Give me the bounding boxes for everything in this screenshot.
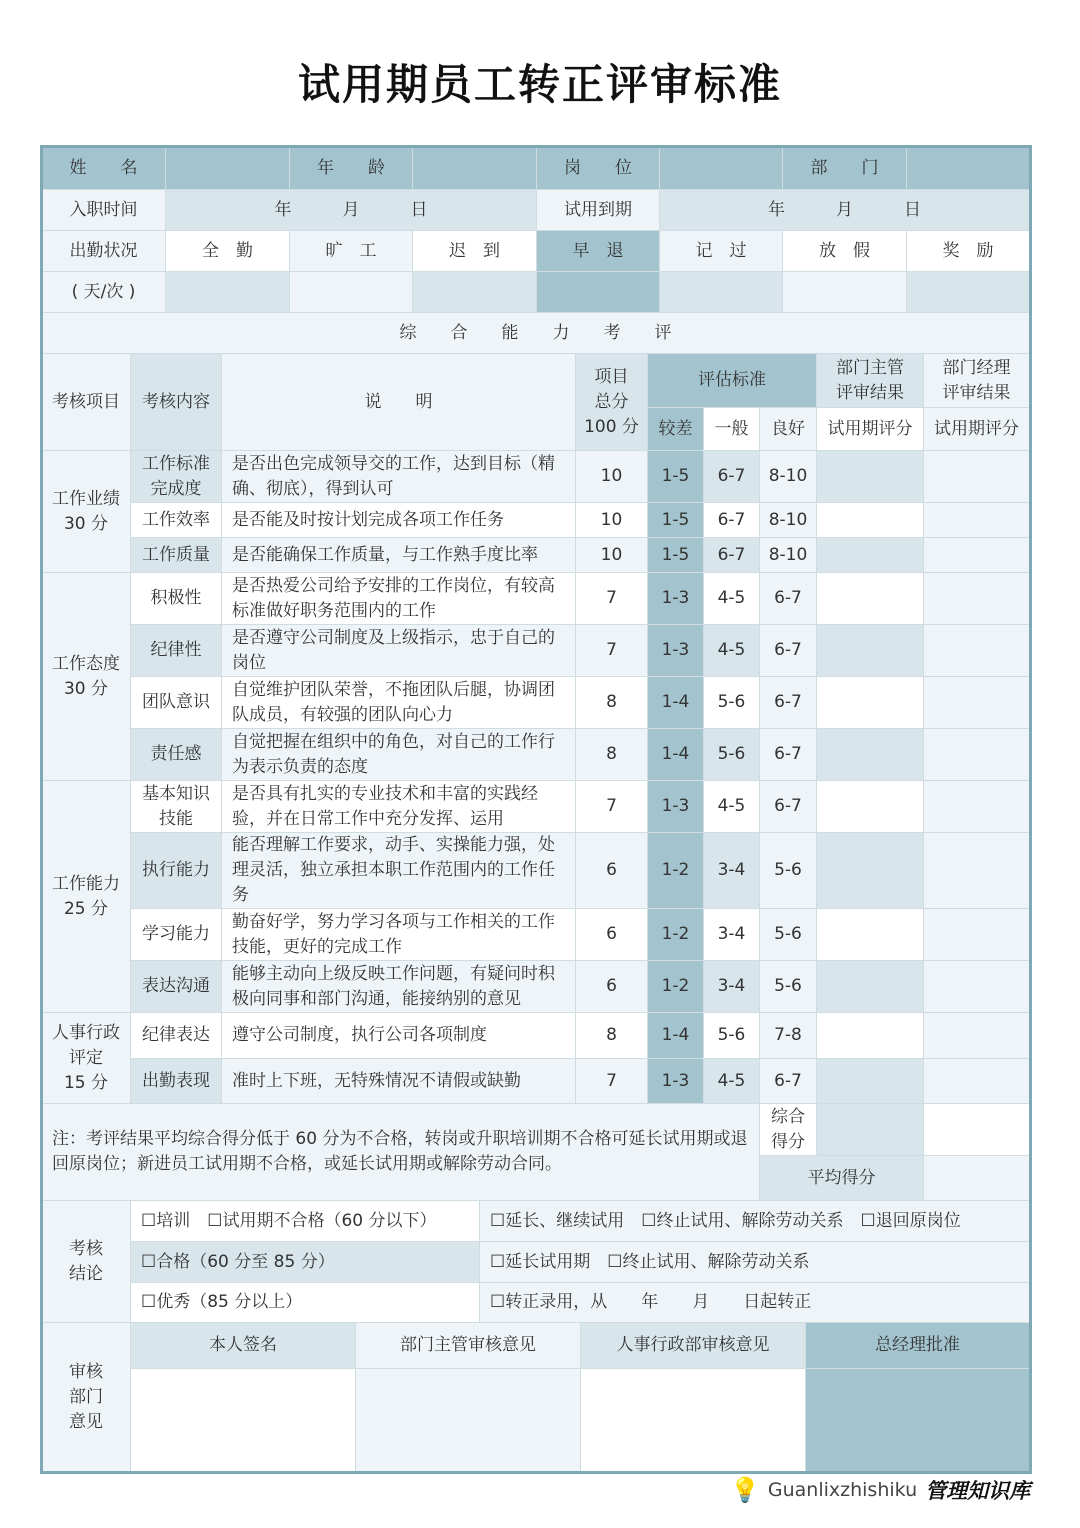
conclusion-option[interactable]: ☐优秀（85 分以上）: [131, 1283, 480, 1323]
row-desc: 能够主动向上级反映工作问题，有疑问时积极向同事和部门沟通，能接纳别的意见: [222, 961, 576, 1013]
row-poor: 1-2: [648, 909, 704, 961]
row-total: 8: [576, 1013, 648, 1059]
attendance-count-field[interactable]: [660, 272, 783, 313]
review-label: 审核 部门 意见: [42, 1323, 131, 1472]
name-field[interactable]: [166, 147, 290, 190]
row-poor: 1-3: [648, 1059, 704, 1104]
row-total: 6: [576, 909, 648, 961]
manager-score-field[interactable]: [924, 909, 1030, 961]
trial-end-field[interactable]: 年 月 日: [660, 190, 1030, 231]
row-fair: 4-5: [704, 1059, 760, 1104]
row-good: 5-6: [760, 909, 817, 961]
manager-score-field[interactable]: [924, 1013, 1030, 1059]
supervisor-score-field[interactable]: [817, 781, 924, 833]
row-desc: 能否理解工作要求，动手、实操能力强，处理灵活，独立承担本职工作范围内的工作任务: [222, 833, 576, 909]
manager-score-field[interactable]: [924, 451, 1030, 503]
group-label: 人事行政 评定 15 分: [42, 1013, 131, 1104]
group-label: 工作能力 25 分: [42, 781, 131, 1013]
row-desc: 是否具有扎实的专业技术和丰富的实践经验，并在日常工作中充分发挥、运用: [222, 781, 576, 833]
row-desc: 是否热爱公司给予安排的工作岗位，有较高标准做好职务范围内的工作: [222, 573, 576, 625]
row-content: 表达沟通: [131, 961, 222, 1013]
header-standard: 评估标准: [648, 354, 817, 408]
attendance-type-6: 奖 励: [907, 231, 1030, 272]
header-supervisor: 部门主管 评审结果: [817, 354, 924, 408]
row-desc: 遵守公司制度，执行公司各项制度: [222, 1013, 576, 1059]
position-label: 岗 位: [537, 147, 660, 190]
row-fair: 4-5: [704, 781, 760, 833]
row-desc: 是否遵守公司制度及上级指示，忠于自己的岗位: [222, 625, 576, 677]
row-content: 团队意识: [131, 677, 222, 729]
row-desc: 准时上下班，无特殊情况不请假或缺勤: [222, 1059, 576, 1104]
attendance-count-field[interactable]: [783, 272, 907, 313]
row-desc: 自觉维护团队荣誉，不拖团队后腿，协调团队成员，有较强的团队向心力: [222, 677, 576, 729]
row-poor: 1-4: [648, 677, 704, 729]
row-total: 8: [576, 729, 648, 781]
manager-score-field[interactable]: [924, 1059, 1030, 1104]
row-content: 积极性: [131, 573, 222, 625]
row-good: 6-7: [760, 573, 817, 625]
row-fair: 3-4: [704, 909, 760, 961]
row-good: 6-7: [760, 729, 817, 781]
row-total: 7: [576, 781, 648, 833]
row-total: 10: [576, 538, 648, 573]
row-good: 8-10: [760, 503, 817, 538]
row-content: 工作质量: [131, 538, 222, 573]
attendance-count-field[interactable]: [290, 272, 413, 313]
header-item: 考核项目: [42, 354, 131, 451]
row-poor: 1-4: [648, 1013, 704, 1059]
attendance-count-field[interactable]: [907, 272, 1030, 313]
supervisor-score-field[interactable]: [817, 909, 924, 961]
row-content: 学习能力: [131, 909, 222, 961]
row-content: 基本知识 技能: [131, 781, 222, 833]
watermark-en: Guanlixzhishiku: [767, 1479, 918, 1501]
row-poor: 1-2: [648, 961, 704, 1013]
lightbulb-icon: 💡: [730, 1476, 760, 1504]
supervisor-score-field[interactable]: [817, 538, 924, 573]
review-header: 人事行政部审核意见: [581, 1323, 806, 1369]
attendance-type-3: 早 退: [537, 231, 660, 272]
supervisor-score-field[interactable]: [817, 503, 924, 538]
row-good: 6-7: [760, 781, 817, 833]
row-fair: 6-7: [704, 451, 760, 503]
attendance-type-1: 旷 工: [290, 231, 413, 272]
group-label: 工作态度 30 分: [42, 573, 131, 781]
conclusion-option[interactable]: ☐延长试用期 ☐终止试用、解除劳动关系: [480, 1242, 1030, 1283]
page-title: 试用期员工转正评审标准: [297, 60, 782, 109]
header-total: 项目 总分 100 分: [576, 354, 648, 451]
manager-score-field[interactable]: [924, 961, 1030, 1013]
row-desc: 是否能确保工作质量，与工作熟手度比率: [222, 538, 576, 573]
manager-score-field[interactable]: [924, 573, 1030, 625]
row-fair: 4-5: [704, 625, 760, 677]
header-good: 良好: [760, 408, 817, 451]
age-field[interactable]: [413, 147, 537, 190]
row-poor: 1-3: [648, 625, 704, 677]
row-content: 出勤表现: [131, 1059, 222, 1104]
supervisor-score-field[interactable]: [817, 573, 924, 625]
manager-score-field[interactable]: [924, 625, 1030, 677]
conclusion-option[interactable]: ☐培训 ☐试用期不合格（60 分以下）: [131, 1201, 480, 1242]
row-good: 8-10: [760, 538, 817, 573]
group-label: 工作业绩 30 分: [42, 451, 131, 573]
header-supervisor-score: 试用期评分: [817, 408, 924, 451]
attendance-type-5: 放 假: [783, 231, 907, 272]
row-good: 6-7: [760, 625, 817, 677]
row-good: 5-6: [760, 833, 817, 909]
row-fair: 6-7: [704, 503, 760, 538]
unit-label: ( 天/次 ): [42, 272, 166, 313]
watermark-zh: 管理知识库: [925, 1478, 1031, 1503]
manager-score-field[interactable]: [924, 677, 1030, 729]
supervisor-score-field[interactable]: [817, 729, 924, 781]
manager-score-field[interactable]: [924, 833, 1030, 909]
row-good: 5-6: [760, 961, 817, 1013]
conclusion-option[interactable]: ☐合格（60 分至 85 分）: [131, 1242, 480, 1283]
watermark: [730, 1472, 1030, 1508]
supervisor-score-field[interactable]: [817, 625, 924, 677]
row-desc: 是否能及时按计划完成各项工作任务: [222, 503, 576, 538]
section-title: 综 合 能 力 考 评: [42, 313, 1030, 354]
dept-field[interactable]: [907, 147, 1030, 190]
row-desc: 自觉把握在组织中的角色，对自己的工作行为表示负责的态度: [222, 729, 576, 781]
row-total: 7: [576, 573, 648, 625]
row-total: 7: [576, 625, 648, 677]
row-good: 7-8: [760, 1013, 817, 1059]
attendance-count-field[interactable]: [413, 272, 537, 313]
row-fair: 5-6: [704, 729, 760, 781]
header-fair: 一般: [704, 408, 760, 451]
row-content: 工作效率: [131, 503, 222, 538]
total-score-field[interactable]: [817, 1104, 924, 1156]
row-content: 纪律性: [131, 625, 222, 677]
row-fair: 3-4: [704, 961, 760, 1013]
header-poor: 较差: [648, 408, 704, 451]
row-total: 10: [576, 503, 648, 538]
conclusion-label: 考核 结论: [42, 1201, 131, 1323]
supervisor-score-field[interactable]: [817, 833, 924, 909]
attendance-type-4: 记 过: [660, 231, 783, 272]
average-score-label: 平均得分: [760, 1156, 924, 1201]
row-total: 10: [576, 451, 648, 503]
review-signature-field[interactable]: [131, 1369, 356, 1472]
row-poor: 1-3: [648, 781, 704, 833]
position-field[interactable]: [660, 147, 783, 190]
row-total: 6: [576, 961, 648, 1013]
name-label: 姓 名: [42, 147, 166, 190]
supervisor-score-field[interactable]: [817, 961, 924, 1013]
review-signature-field[interactable]: [806, 1369, 1030, 1472]
attendance-type-2: 迟 到: [413, 231, 537, 272]
hire-date-label: 入职时间: [42, 190, 166, 231]
row-content: 工作标准 完成度: [131, 451, 222, 503]
row-total: 7: [576, 1059, 648, 1104]
row-fair: 5-6: [704, 677, 760, 729]
row-poor: 1-5: [648, 451, 704, 503]
age-label: 年 龄: [290, 147, 413, 190]
dept-label: 部 门: [783, 147, 907, 190]
row-poor: 1-5: [648, 503, 704, 538]
average-score-field[interactable]: [924, 1156, 1030, 1201]
row-good: 6-7: [760, 1059, 817, 1104]
supervisor-score-field[interactable]: [817, 1059, 924, 1104]
conclusion-option[interactable]: ☐延长、继续试用 ☐终止试用、解除劳动关系 ☐退回原岗位: [480, 1201, 1030, 1242]
supervisor-score-field[interactable]: [817, 1013, 924, 1059]
hire-date-field[interactable]: 年 月 日: [166, 190, 537, 231]
row-total: 8: [576, 677, 648, 729]
manager-score-field[interactable]: [924, 781, 1030, 833]
row-fair: 4-5: [704, 573, 760, 625]
row-fair: 6-7: [704, 538, 760, 573]
row-poor: 1-2: [648, 833, 704, 909]
row-poor: 1-5: [648, 538, 704, 573]
supervisor-score-field[interactable]: [817, 677, 924, 729]
row-fair: 5-6: [704, 1013, 760, 1059]
row-fair: 3-4: [704, 833, 760, 909]
manager-score-field[interactable]: [924, 503, 1030, 538]
row-desc: 是否出色完成领导交的工作，达到目标（精确、彻底），得到认可: [222, 451, 576, 503]
review-signature-field[interactable]: [356, 1369, 581, 1472]
header-desc: 说 明: [222, 354, 576, 451]
header-manager: 部门经理 评审结果: [924, 354, 1030, 408]
header-content: 考核内容: [131, 354, 222, 451]
row-content: 执行能力: [131, 833, 222, 909]
review-header: 本人签名: [131, 1323, 356, 1369]
row-poor: 1-3: [648, 573, 704, 625]
total-score-label: 综合 得分: [760, 1104, 817, 1156]
attendance-type-0: 全 勤: [166, 231, 290, 272]
supervisor-score-field[interactable]: [817, 451, 924, 503]
review-header: 部门主管审核意见: [356, 1323, 581, 1369]
trial-end-label: 试用到期: [537, 190, 660, 231]
total-score-field-2[interactable]: [924, 1104, 1030, 1156]
row-content: 责任感: [131, 729, 222, 781]
row-poor: 1-4: [648, 729, 704, 781]
attendance-count-field[interactable]: [166, 272, 290, 313]
review-signature-field[interactable]: [581, 1369, 806, 1472]
row-good: 6-7: [760, 677, 817, 729]
row-good: 8-10: [760, 451, 817, 503]
row-desc: 勤奋好学，努力学习各项与工作相关的工作技能，更好的完成工作: [222, 909, 576, 961]
attendance-count-field[interactable]: [537, 272, 660, 313]
row-total: 6: [576, 833, 648, 909]
manager-score-field[interactable]: [924, 538, 1030, 573]
manager-score-field[interactable]: [924, 729, 1030, 781]
note-text: 注：考评结果平均综合得分低于 60 分为不合格，转岗或升职培训期不合格可延长试用期或退回原岗位；新进员工试用期不合格，或延长试用期或解除劳动合同。: [42, 1104, 760, 1201]
row-content: 纪律表达: [131, 1013, 222, 1059]
conclusion-option[interactable]: ☐转正录用，从 年 月 日起转正: [480, 1283, 1030, 1323]
attendance-label: 出勤状况: [42, 231, 166, 272]
review-header: 总经理批准: [806, 1323, 1030, 1369]
header-manager-score: 试用期评分: [924, 408, 1030, 451]
